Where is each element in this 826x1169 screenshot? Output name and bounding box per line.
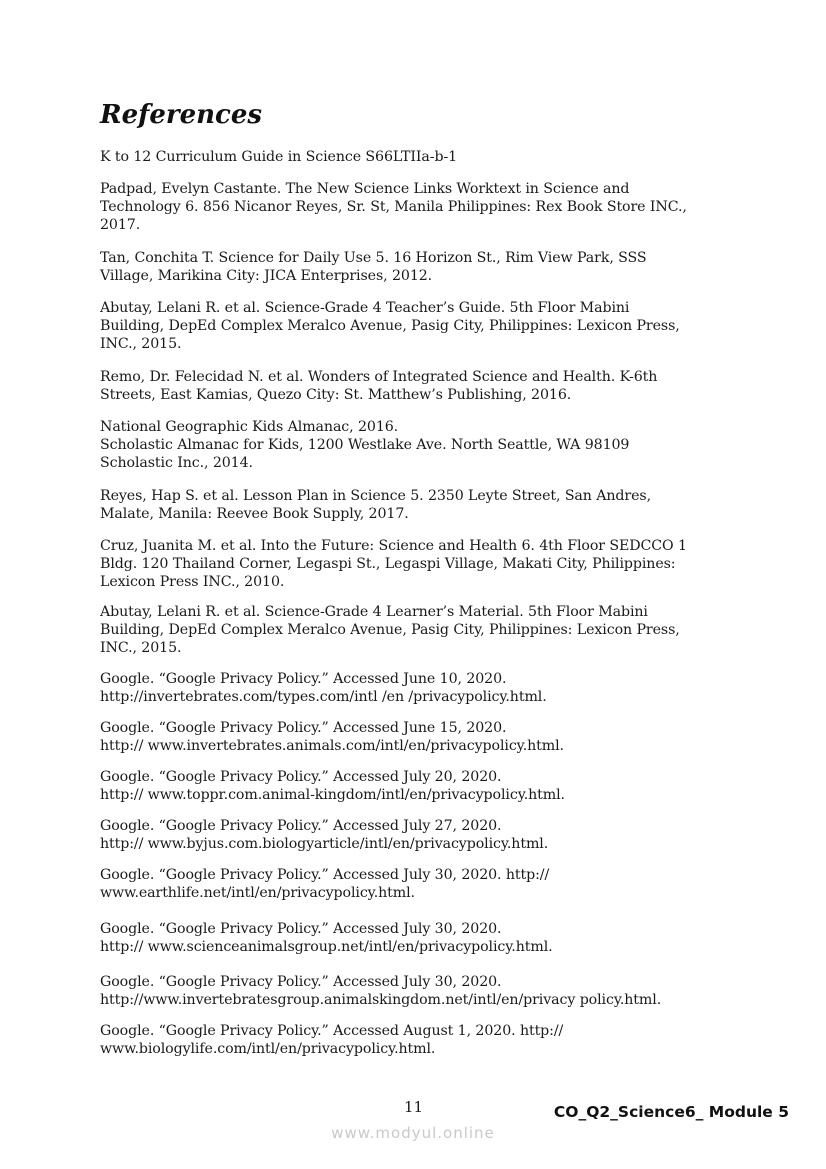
reference-entry: Google. “Google Privacy Policy.” Accessed July 30, 2020. http:// www.earthlife.net/intl/en/privacypolicy.html. (100, 867, 550, 902)
reference-entry: Tan, Conchita T. Science for Daily Use 5. 16 Horizon St., Rim View Park, SSS Village, Marikina City: JICA Enterprises, 2012. (100, 250, 647, 285)
watermark: www.modyul.online (331, 1124, 495, 1142)
reference-entry: Reyes, Hap S. et al. Lesson Plan in Science 5. 2350 Leyte Street, San Andres, Malate, Manila: Reevee Book Supply, 2017. (100, 488, 651, 523)
reference-entry: Google. “Google Privacy Policy.” Accessed July 30, 2020. http:// www.scienceanimalsgroup.net/intl/en/privacypolicy.html. (100, 921, 553, 956)
reference-entry: Google. “Google Privacy Policy.” Accessed July 27, 2020. http:// www.byjus.com.biologyarticle/intl/en/privacypolicy.html. (100, 818, 549, 853)
reference-entry: Google. “Google Privacy Policy.” Accessed July 20, 2020. http:// www.toppr.com.animal-kingdom/intl/en/privacypolicy.html. (100, 769, 565, 804)
reference-entry: Google. “Google Privacy Policy.” Accessed August 1, 2020. http:// www.biologylife.com/intl/en/privacypolicy.html. (100, 1023, 564, 1058)
page-number: 11 (404, 1098, 424, 1116)
reference-entry: Google. “Google Privacy Policy.” Accessed July 30, 2020. http://www.invertebratesgroup.animalskingdom.net/intl/en/privacy policy.html. (100, 974, 662, 1009)
reference-entry: National Geographic Kids Almanac, 2016. Scholastic Almanac for Kids, 1200 Westlake Ave. North Seattle, WA 98109 Scholastic Inc., 2014. (100, 419, 630, 472)
reference-entry: K to 12 Curriculum Guide in Science S66LTIIa-b-1 (100, 149, 458, 165)
module-code: CO_Q2_Science6_ Module 5 (553, 1103, 789, 1121)
reference-entry: Remo, Dr. Felecidad N. et al. Wonders of Integrated Science and Health. K-6th Streets, East Kamias, Quezo City: St. Matthew’s Publishing, 2016. (100, 369, 658, 404)
reference-entry: Abutay, Lelani R. et al. Science-Grade 4 Teacher’s Guide. 5th Floor Mabini Building, DepEd Complex Meralco Avenue, Pasig City, Philippines: Lexicon Press, INC., 2015. (100, 300, 680, 353)
reference-entry: Abutay, Lelani R. et al. Science-Grade 4 Learner’s Material. 5th Floor Mabini Building, DepEd Complex Meralco Avenue, Pasig City, Philippines: Lexicon Press, INC., 2015. (100, 604, 680, 657)
reference-entry: Padpad, Evelyn Castante. The New Science Links Worktext in Science and Technology 6. 856 Nicanor Reyes, Sr. St, Manila Philippines: Rex Book Store INC., 2017. (100, 181, 687, 234)
page-title: References (100, 100, 263, 130)
reference-entry: Google. “Google Privacy Policy.” Accessed June 10, 2020. http://invertebrates.com/types.com/intl /en /privacypolicy.html. (100, 671, 547, 706)
reference-entry: Cruz, Juanita M. et al. Into the Future: Science and Health 6. 4th Floor SEDCCO 1 Bldg. 120 Thailand Corner, Legaspi St., Legaspi Village, Makati City, Philippines: Lexicon Press INC., 2010. (100, 538, 687, 591)
reference-entry: Google. “Google Privacy Policy.” Accessed June 15, 2020. http:// www.invertebrates.animals.com/intl/en/privacypolicy.html. (100, 720, 564, 755)
